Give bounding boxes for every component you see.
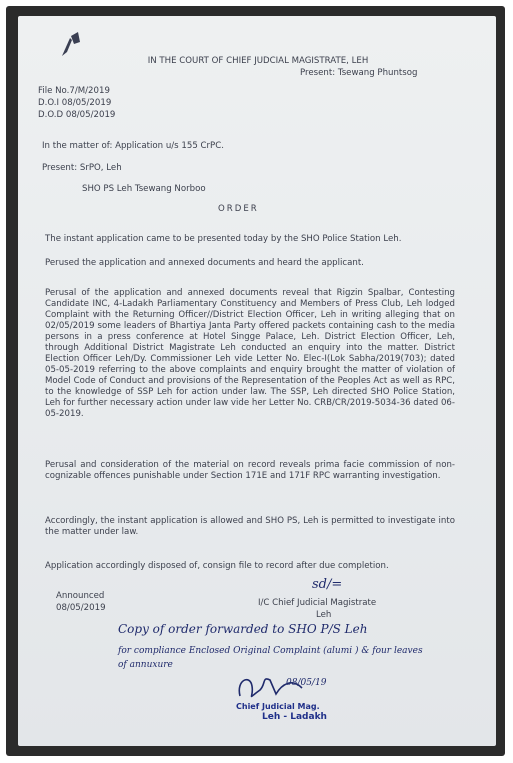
court-seal: [236, 702, 356, 740]
paragraph-2: Perused the application and annexed documents and heard the applicant.: [45, 258, 364, 268]
paragraph-5: Accordingly, the instant application is allowed and SHO PS, Leh is permitted to investigate into the matter under law.: [45, 516, 455, 537]
date-of-decision: D.O.D 08/05/2019: [38, 110, 116, 120]
present-parties-line1: Present: SrPO, Leh: [42, 163, 122, 173]
signatory-designation: I/C Chief Judicial Magistrate: [258, 598, 377, 608]
handwritten-line-3: of annuxure: [118, 660, 173, 670]
court-heading: IN THE COURT OF CHIEF JUDCIAL MAGISTRATE, LEH: [147, 56, 369, 66]
sd-mark: sd/=: [312, 577, 343, 592]
court-order-document: [18, 16, 496, 746]
seal-line-1: Chief Judicial Mag.: [236, 702, 320, 711]
announced-label: Announced: [56, 591, 105, 601]
signature-date: 08/05/19: [286, 678, 327, 688]
date-of-institution: D.O.I 08/05/2019: [38, 98, 112, 108]
announced-date: 08/05/2019: [56, 603, 106, 613]
signatory-place: Leh: [316, 610, 332, 620]
present-parties-line2: SHO PS Leh Tsewang Norboo: [82, 184, 206, 194]
seal-line-2: Leh - Ladakh: [262, 712, 327, 722]
file-number: File No.7/M/2019: [38, 86, 110, 96]
handwritten-line-2: for compliance Enclosed Original Complaint (alumi ) & four leaves: [118, 646, 423, 656]
order-title: ORDER: [218, 204, 259, 214]
present-judge: Present: Tsewang Phuntsog: [300, 68, 418, 78]
paragraph-4: Perusal and consideration of the material on record reveals prima facie commission of non-cognizable offences punishable under Section 171E and 171F RPC warranting investigation.: [45, 460, 455, 481]
paragraph-1: The instant application came to be presented today by the SHO Police Station Leh.: [45, 234, 402, 244]
paragraph-3: Perusal of the application and annexed documents reveal that Rigzin Spalbar, Contesting Candidate INC, 4-Ladakh Parliamentary Constituency and Members of Press Club, Leh lodged Complaint with the Returning Officer//District Election Officer, Leh in writing alleging that on 02/05/2019 some leaders of Bhartiya Janta Party offered packets containing cash to the media persons in a press conference at Hotel Singge Palace, Leh. District Election Officer, Leh, through Additional District Magistrate Leh conducted an enquiry into the matter. District Election Officer Leh/Dy. Commissioner Leh vide Letter No. Elec-I(Lok Sabha/2019(703); dated 05-05-2019 referring to the above complaints and enquiry brought the matter of violation of Model Code of Conduct and provisions of the Representation of the Peoples Act as well as RPC, to the knowledge of SSP Leh for action under law. The SSP, Leh directed SHO Police Station, Leh for further necessary action under law vide her Letter No. CRB/CR/2019-5034-36 dated 06-05-2019.: [45, 288, 455, 419]
handwritten-line-1: Copy of order forwarded to SHO P/S Leh: [118, 622, 368, 636]
matter-line: In the matter of: Application u/s 155 CrPC.: [42, 141, 224, 151]
paragraph-6: Application accordingly disposed of, consign file to record after due completion.: [45, 561, 389, 571]
